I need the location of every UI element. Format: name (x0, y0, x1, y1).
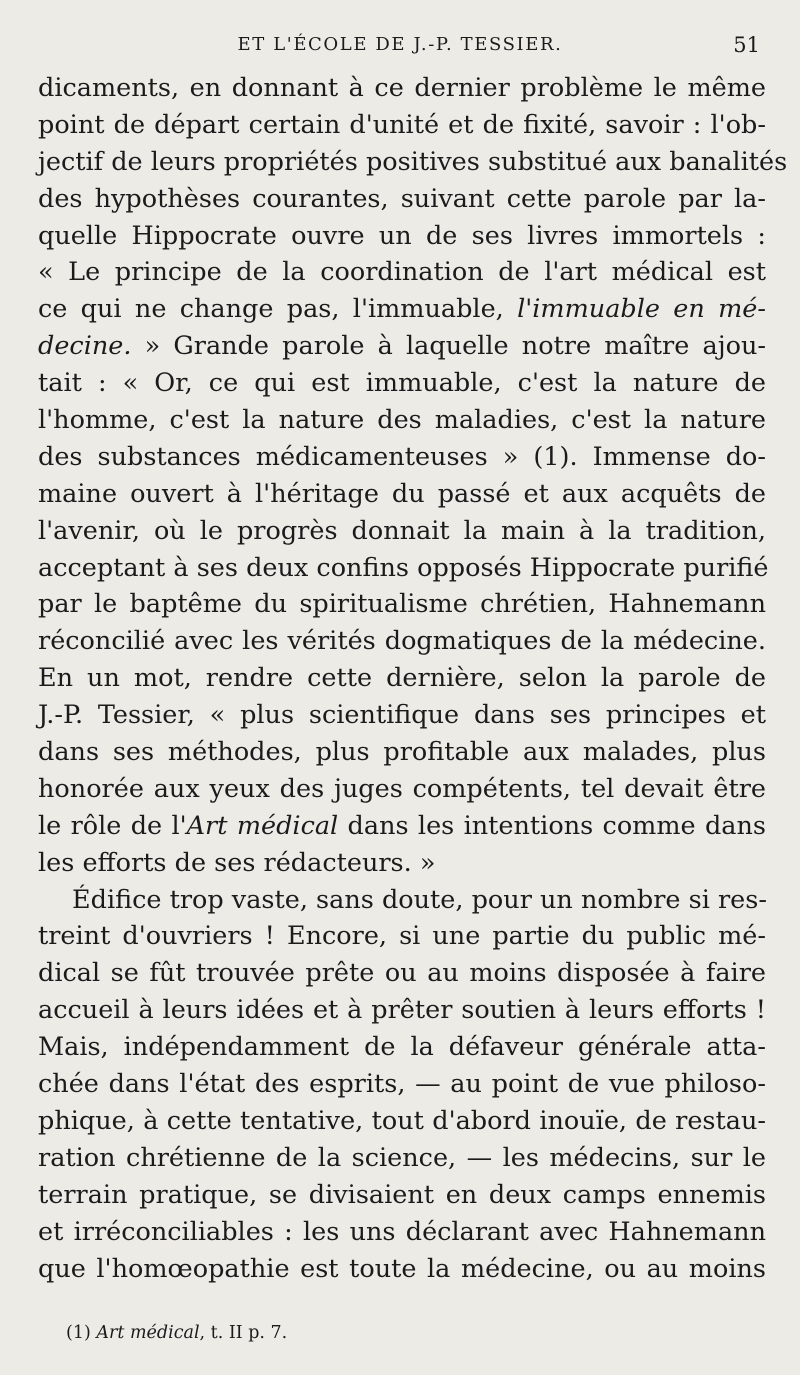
text-line: « Le principe de la coordination de l'art médical est (38, 257, 766, 288)
text-line: dicaments, en donnant à ce dernier problème le même (38, 73, 766, 103)
italic-run: decine. (38, 331, 132, 362)
text-line: point de départ certain d'unité et de fixité, savoir : l'ob- (38, 109, 766, 140)
footnote (66, 1318, 287, 1348)
text-line (38, 328, 766, 365)
text-line: des substances médicamenteuses » (1). Immense do- (38, 441, 766, 472)
text-run: le rôle de l' (38, 810, 187, 841)
text-line: que l'homœopathie est toute la médecine, ou au moins (38, 1253, 766, 1284)
text-line (38, 291, 766, 328)
text-line: l'avenir, où le progrès donnait la main à la tradition, (38, 515, 766, 546)
text-line: accueil à leurs idées et à prêter soutien à leurs efforts ! (38, 995, 766, 1026)
text-line: et irréconciliables : les uns déclarant avec Hahnemann (38, 1216, 766, 1247)
italic-run: l'immuable en mé- (517, 294, 766, 325)
text-line: honorée aux yeux des juges compétents, tel devait être (38, 773, 766, 804)
text-line: des hypothèses courantes, suivant cette parole par la- (38, 183, 766, 214)
text-line: maine ouvert à l'héritage du passé et aux acquêts de (38, 478, 766, 509)
text-line: treint d'ouvriers ! Encore, si une partie du public mé- (38, 921, 766, 952)
text-line: tait : « Or, ce qui est immuable, c'est la nature de (38, 368, 766, 399)
text-line: En un mot, rendre cette dernière, selon la parole de (38, 663, 766, 694)
text-line: J.-P. Tessier, « plus scientifique dans ses principes et (38, 700, 766, 731)
body-text (38, 70, 788, 1287)
text-line (38, 808, 766, 845)
text-line: chée dans l'état des esprits, — au point de vue philoso- (38, 1069, 766, 1100)
page-number: 51 (733, 33, 760, 57)
italic-run: Art médical (186, 810, 339, 841)
text-line: quelle Hippocrate ouvre un de ses livres immortels : (38, 220, 766, 251)
text-line: réconcilié avec les vérités dogmatiques de la médecine. (38, 626, 766, 657)
running-head: ET L'ÉCOLE DE J.-P. TESSIER. (237, 34, 563, 55)
text-run: ce qui ne change pas, l'immuable, (38, 294, 518, 325)
text-run: » Grande parole à laquelle notre maître ajou- (131, 331, 766, 362)
text-line: par le baptême du spiritualisme chrétien, Hahnemann (38, 589, 766, 620)
text-line: Édifice trop vaste, sans doute, pour un nombre si res- (72, 884, 767, 915)
text-line: phique, à cette tentative, tout d'abord inouïe, de restau- (38, 1105, 766, 1136)
text-line: l'homme, c'est la nature des maladies, c'est la nature (38, 405, 766, 436)
text-line: terrain pratique, se divisaient en deux camps ennemis (38, 1179, 766, 1210)
text-run: dans les intentions comme dans (338, 810, 766, 841)
text-line: dans ses méthodes, plus profitable aux malades, plus (38, 737, 766, 768)
text-line: jectif de leurs propriétés positives substitué aux banalités (38, 146, 788, 177)
text-line: les efforts de ses rédacteurs. » (38, 847, 436, 878)
footnote-source: Art médical (96, 1323, 200, 1343)
text-line: acceptant à ses deux confins opposés Hippocrate purifié (38, 552, 769, 583)
footnote-ref: , t. II p. 7. (199, 1323, 288, 1343)
page-header (40, 30, 760, 60)
footnote-marker: (1) (66, 1323, 97, 1343)
text-line: dical se fût trouvée prête ou au moins disposée à faire (38, 958, 766, 989)
text-line: ration chrétienne de la science, — les médecins, sur le (38, 1142, 766, 1173)
text-line: Mais, indépendamment de la défaveur générale atta- (38, 1032, 766, 1063)
